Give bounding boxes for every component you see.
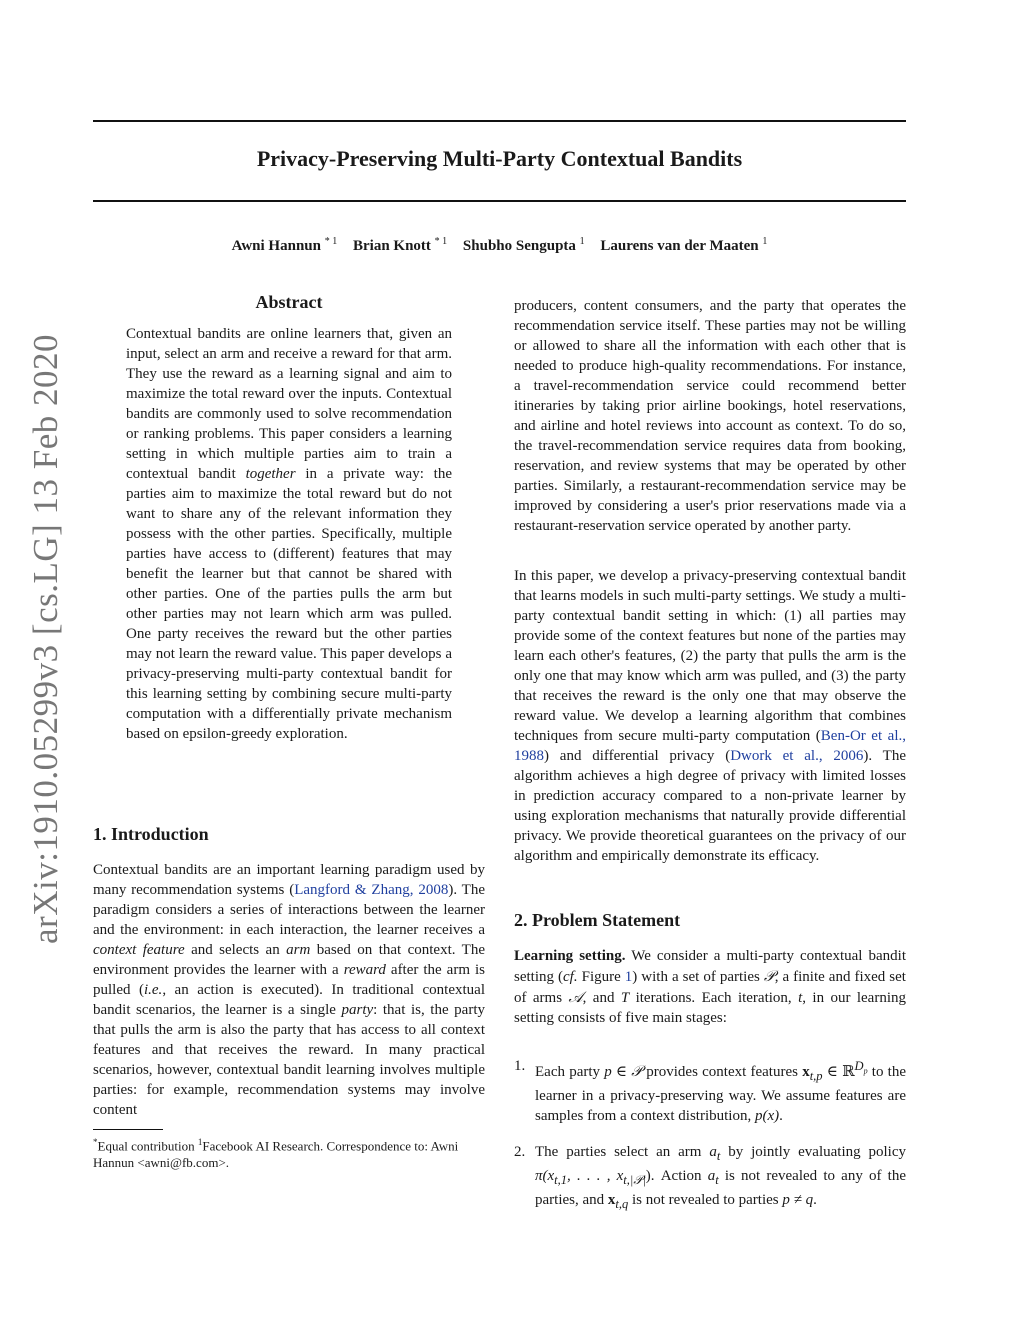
citation-link[interactable]: Ben-Or et al., 1988 bbox=[514, 728, 906, 764]
learning-setting-paragraph: Learning setting. We consider a multi-party contextual bandit setting (cf. Figure 1) with a set of parties 𝒫, a finite and fixed set of arms 𝒜, and T iterations. Each iteration, t, in our learning setting consists of five main stages: bbox=[514, 948, 906, 1026]
citation-link[interactable]: Dwork et al., 2006 bbox=[730, 748, 864, 764]
arxiv-identifier: arXiv:1910.05299v3 [cs.LG] 13 Feb 2020 bbox=[26, 333, 65, 944]
title-bottom-rule bbox=[93, 200, 906, 202]
right-column-paragraph-2: In this paper, we develop a privacy-preserving contextual bandit that learns models in such multi-party settings. We study a multi-party contextual bandit setting in which: (1) all parties may provide some of the context features but none of the parties may learn each other's features, (2) the party that pulls the arm is the only one that may know which arm was pulled, and (3) the party that receives the reward is the only one that may observe the reward value. We develop a learning algorithm that combines techniques from secure multi-party computation (Ben-Or et al., 1988) and differential privacy (Dwork et al., 2006). The algorithm achieves a high degree of privacy with limited losses in prediction accuracy compared to a non-private learner by using exploration mechanisms that naturally provide differential privacy. We provide theoretical guarantees on the privacy of our algorithm and empirically demonstrate its efficacy. bbox=[514, 568, 907, 864]
footnote-rule bbox=[93, 1129, 163, 1130]
section-heading-problem-statement: 2. Problem Statement bbox=[514, 910, 681, 930]
paper-title: Privacy-Preserving Multi-Party Contextual Bandits bbox=[256, 146, 743, 171]
author: Awni Hannun $^{* 1}$ bbox=[231, 236, 338, 254]
introduction-paragraph: Contextual bandits are an important learning paradigm used by many recommendation systems (Langford & Zhang, 2008). The paradigm considers a series of interactions between the learner and the environment: in each interaction, the learner receives a context feature and selects an arm based on that context. The environment provides the learner with a reward after the arm is pulled (i.e., an action is executed). In traditional contextual bandit scenarios, the learner is a single party: that is, the party that pulls the arm is also the party that has access to all context features and that receives the reward. In many practical scenarios, however, contextual bandit learning involves multiple parties: for example, recommendation systems may involve content bbox=[93, 862, 485, 1118]
title-top-rule bbox=[93, 120, 906, 122]
citation-link[interactable]: Langford & Zhang, 2008 bbox=[294, 882, 449, 898]
author: Brian Knott $^{* 1}$ bbox=[352, 236, 448, 254]
author: Shubho Sengupta $^1$ bbox=[462, 236, 585, 254]
abstract-text: Contextual bandits are online learners that, given an input, select an arm and receive a reward for that arm. They use the reward as a learning signal and aim to maximize the total reward over the inputs. Contextual bandits are commonly used to solve recommendation or ranking problems. This paper considers a learning setting in which multiple parties aim to train a contextual bandit together in a private way: the parties aim to maximize the total reward but do not want to share any of the relevant information they possess with the other parties. Specifically, multiple parties have access to (different) features that may benefit the learner but that cannot be shared with other parties. One of the parties pulls the arm but other parties may not learn which arm was pulled. One party receives the reward but the other parties may not learn the reward value. This paper develops a privacy-preserving multi-party contextual bandit for this learning setting by combining secure multi-party computation with a differentially private mechanism based on epsilon-greedy exploration. bbox=[126, 326, 452, 742]
figure-reference-link[interactable]: 1 bbox=[624, 969, 633, 985]
list-item: 2. The parties select an arm $a_t$ by jointly evaluating policy $\pi(x_{t,1}$, . . . , $x_{t,|𝒫|}$). Action $a_t$ is not revealed to any of the parties, and $x_{t,q}$ is not revealed to parties p ≠ q. bbox=[514, 1144, 906, 1211]
abstract-heading: Abstract bbox=[255, 292, 323, 312]
author-list bbox=[93, 236, 906, 255]
author: Laurens van der Maaten $^1$ bbox=[600, 236, 768, 254]
section-heading-introduction: 1. Introduction bbox=[93, 824, 209, 844]
list-item: 1. Each party p ∈ 𝒫 provides context features $x_{t,p}$ ∈ ℝ$^{D_p}$ to the learner in a privacy-preserving way. We assume features are samples from a context distribution, p(x). bbox=[514, 1058, 906, 1124]
footnote: *Equal contribution $^1$Facebook AI Research. Correspondence to: Awni Hannun <awni@fb.com>. bbox=[93, 1137, 459, 1171]
right-column-paragraph-1: producers, content consumers, and the party that operates the recommendation service itself. These parties may not be willing or allowed to share all the information with each other that is needed to produce high-quality recommendations. For instance, a travel-recommendation service could recommend better itineraries by taking prior airline bookings, hotel reservations, and airline and hotel reviews into account as context. To do so, the travel-recommendation service requires data from booking, reservation, and review systems that may be operated by other parties. Similarly, a restaurant-recommendation service may be improved by considering a user's prior reservations made via a restaurant-reservation service operated by another party. bbox=[514, 298, 906, 534]
